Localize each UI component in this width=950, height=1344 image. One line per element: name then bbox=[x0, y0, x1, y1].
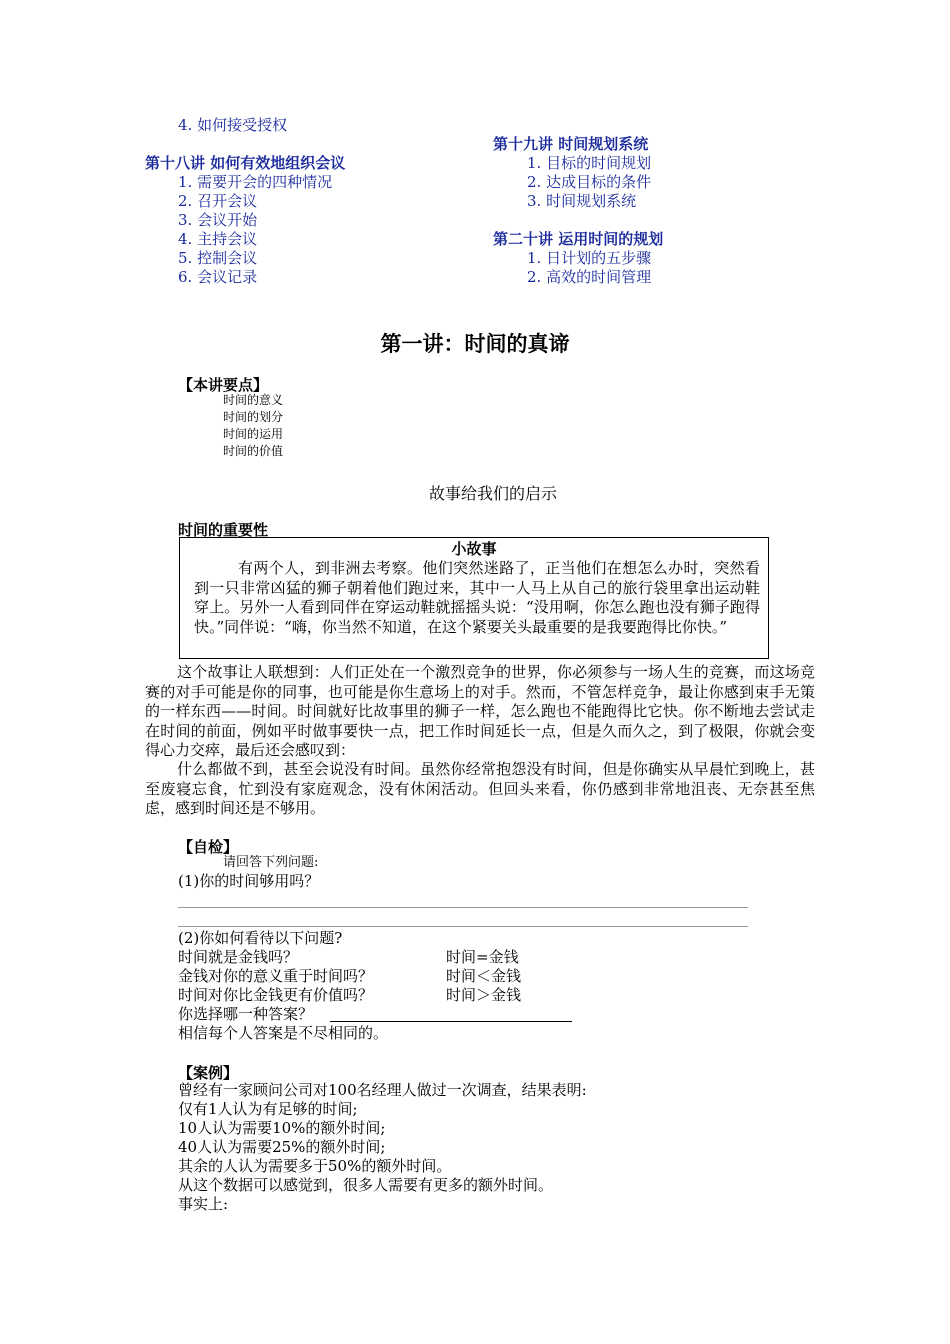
option-question: 时间就是金钱吗？ bbox=[178, 948, 299, 966]
paragraph-1: 这个故事让人联想到：人们正处在一个激烈竞争的世界，你必须参与一场人生的竞赛，而这场竞赛的对手可能是你的同事，也可能是你生意场上的对手。然而，不管怎样竞争，最让你感到束手无策的一样东西——时间。时间就好比故事里的狮子一样，怎么跑也不能跑得比它快。你不断地去尝试走在时间的前面，例如平时做事要快一点，把工作时间延长一点，但是久而久之，到了极限，你就会变得心力交瘁，最后还会感叹到： bbox=[145, 663, 815, 759]
case-final: 事实上: bbox=[178, 1195, 229, 1213]
answer-line[interactable] bbox=[178, 907, 748, 908]
toc-heading-lecture19[interactable]: 第十九讲 时间规划系统 bbox=[493, 135, 649, 153]
option-answer: 时间＜金钱 bbox=[446, 967, 522, 985]
key-point: 时间的划分 bbox=[223, 410, 284, 424]
toc-item[interactable]: 4. 主持会议 bbox=[178, 230, 258, 248]
paragraph-2: 什么都做不到，甚至会说没有时间。虽然你经常抱怨没有时间，但是你确实从早晨忙到晚上，甚至废寝忘食，忙到没有家庭观念，没有休闲活动。但回头来看，你仍感到非常地沮丧、无奈甚至焦虑，感到时间还是不够用。 bbox=[145, 760, 815, 817]
toc-item[interactable]: 1. 日计划的五步骤 bbox=[527, 249, 652, 267]
toc-item[interactable]: 6. 会议记录 bbox=[178, 268, 258, 286]
toc-item[interactable]: 2. 高效的时间管理 bbox=[527, 268, 652, 286]
toc-item[interactable]: 2. 达成目标的条件 bbox=[527, 173, 652, 191]
case-label: 【案例】 bbox=[178, 1064, 239, 1082]
toc-item[interactable]: 5. 控制会议 bbox=[178, 249, 258, 267]
toc-heading-lecture20[interactable]: 第二十讲 运用时间的规划 bbox=[493, 230, 664, 248]
toc-item-accept-authorization[interactable]: 4. 如何接受授权 bbox=[178, 116, 288, 134]
story-title: 小故事 bbox=[451, 540, 497, 558]
toc-item[interactable]: 2. 召开会议 bbox=[178, 192, 258, 210]
option-question: 金钱对你的意义重于时间吗？ bbox=[178, 967, 374, 985]
option-answer: 时间=金钱 bbox=[446, 948, 519, 966]
choice-answer-line[interactable] bbox=[330, 1021, 572, 1022]
key-point: 时间的运用 bbox=[223, 427, 284, 441]
option-question: 时间对你比金钱更有价值吗？ bbox=[178, 986, 374, 1004]
question-2: (2)你如何看待以下问题? bbox=[178, 929, 343, 947]
case-line: 其余的人认为需要多于50%的额外时间。 bbox=[178, 1157, 452, 1175]
toc-item[interactable]: 3. 时间规划系统 bbox=[527, 192, 637, 210]
option-answer: 时间＞金钱 bbox=[446, 986, 522, 1004]
importance-heading: 时间的重要性 bbox=[178, 521, 269, 539]
toc-item[interactable]: 1. 目标的时间规划 bbox=[527, 154, 652, 172]
lecture-title: 第一讲：时间的真谛 bbox=[380, 332, 570, 356]
toc-item[interactable]: 1. 需要开会的四种情况 bbox=[178, 173, 333, 191]
answer-line[interactable] bbox=[178, 926, 748, 927]
story-box bbox=[179, 537, 769, 659]
key-point: 时间的意义 bbox=[223, 393, 284, 407]
toc-item[interactable]: 3. 会议开始 bbox=[178, 211, 258, 229]
toc-heading-lecture18[interactable]: 第十八讲 如何有效地组织会议 bbox=[145, 154, 346, 172]
case-line: 仅有1人认为有足够的时间; bbox=[178, 1100, 358, 1118]
key-points-label: 【本讲要点】 bbox=[178, 376, 269, 394]
choose-prompt: 你选择哪一种答案？ bbox=[178, 1005, 314, 1023]
self-check-instruction: 请回答下列问题: bbox=[223, 855, 319, 870]
key-point: 时间的价值 bbox=[223, 444, 284, 458]
self-check-conclusion: 相信每个人答案是不尽相同的。 bbox=[178, 1024, 389, 1042]
case-line: 曾经有一家顾问公司对100名经理人做过一次调查，结果表明: bbox=[178, 1081, 587, 1099]
case-line: 40人认为需要25%的额外时间; bbox=[178, 1138, 386, 1156]
case-line: 10人认为需要10%的额外时间; bbox=[178, 1119, 386, 1137]
section-subtitle: 故事给我们的启示 bbox=[428, 484, 557, 503]
question-1: (1)你的时间够用吗？ bbox=[178, 872, 320, 890]
story-body: 有两个人，到非洲去考察。他们突然迷路了，正当他们在想怎么办时，突然看到一只非常凶猛的狮子朝着他们跑过来，其中一人马上从自己的旅行袋里拿出运动鞋穿上。另外一人看到同伴在穿运动鞋就摇摇头说：“没用啊，你怎么跑也没有狮子跑得快。”同伴说：“嗨，你当然不知道，在这个紧要关头最重要的是我要跑得比你快。” bbox=[194, 559, 760, 636]
self-check-label: 【自检】 bbox=[178, 838, 239, 856]
case-line: 从这个数据可以感觉到，很多人需要有更多的额外时间。 bbox=[178, 1176, 554, 1194]
